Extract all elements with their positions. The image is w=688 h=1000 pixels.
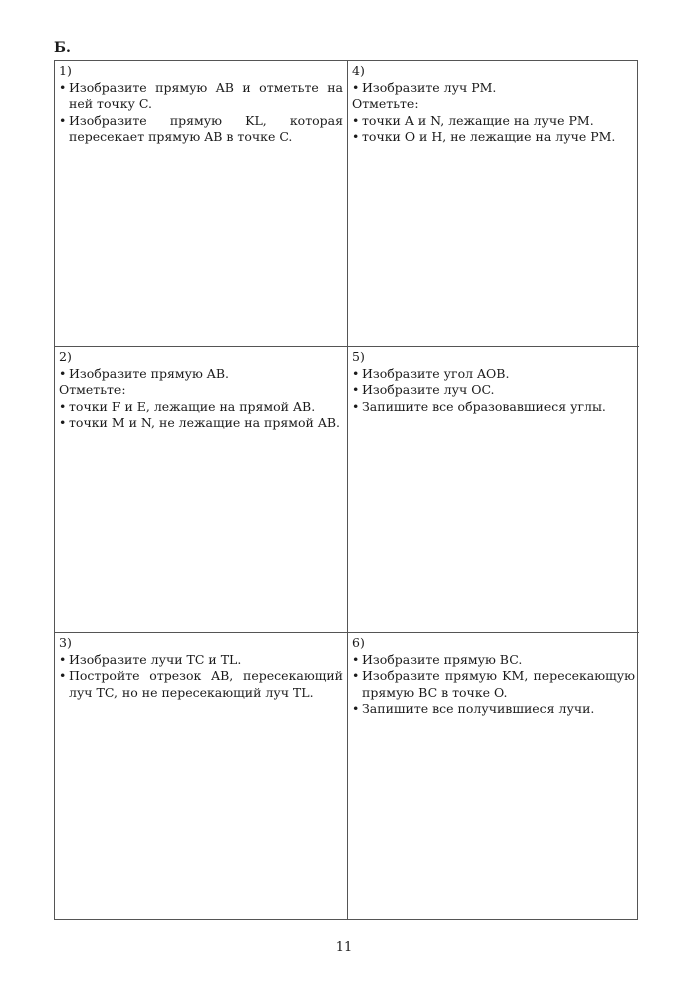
task-item: • точки A и N, лежащие на луче PM. [352, 113, 635, 130]
task-item: • Изобразите прямую AB и отметьте на ней точку C. [59, 80, 343, 113]
task-cell-1 [55, 61, 348, 347]
task-item: • точки O и H, не лежащие на луче PM. [352, 129, 635, 146]
task-number: 3) [59, 635, 72, 650]
page-number: 11 [335, 940, 353, 955]
task-item: • точки M и N, не лежащие на прямой AB. [59, 415, 343, 432]
task-subheading: Отметьте: [352, 96, 419, 111]
task-item: • точки F и E, лежащие на прямой AB. [59, 399, 343, 416]
task-cell-2 [55, 347, 348, 633]
task-number: 4) [352, 63, 365, 78]
task-item: • Постройте отрезок AB, пересекающий луч TC, но не пересекающий луч TL. [59, 668, 343, 701]
task-item: • Изобразите луч OC. [352, 382, 635, 399]
task-item: • Изобразите прямую BC. [352, 652, 635, 669]
task-item: • Изобразите угол AOB. [352, 366, 635, 383]
task-item: • Изобразите прямую AB. [59, 366, 343, 383]
task-item: • Изобразите прямую KL, которая пересекает прямую AB в точке C. [59, 113, 343, 146]
task-item: • Изобразите лучи TC и TL. [59, 652, 343, 669]
task-number: 6) [352, 635, 365, 650]
task-number: 1) [59, 63, 72, 78]
task-grid [54, 60, 638, 920]
task-number: 2) [59, 349, 72, 364]
task-cell-5 [348, 347, 639, 633]
task-item: • Изобразите прямую KM, пересекающую прямую BC в точке O. [352, 668, 635, 701]
task-subheading: Отметьте: [59, 382, 126, 397]
task-cell-6 [348, 633, 639, 919]
task-item: • Запишите все получившиеся лучи. [352, 701, 635, 718]
task-cell-4 [348, 61, 639, 347]
task-item: • Изобразите луч PM. [352, 80, 635, 97]
task-number: 5) [352, 349, 365, 364]
section-label: Б. [54, 40, 71, 56]
task-cell-3 [55, 633, 348, 919]
task-item: • Запишите все образовавшиеся углы. [352, 399, 635, 416]
